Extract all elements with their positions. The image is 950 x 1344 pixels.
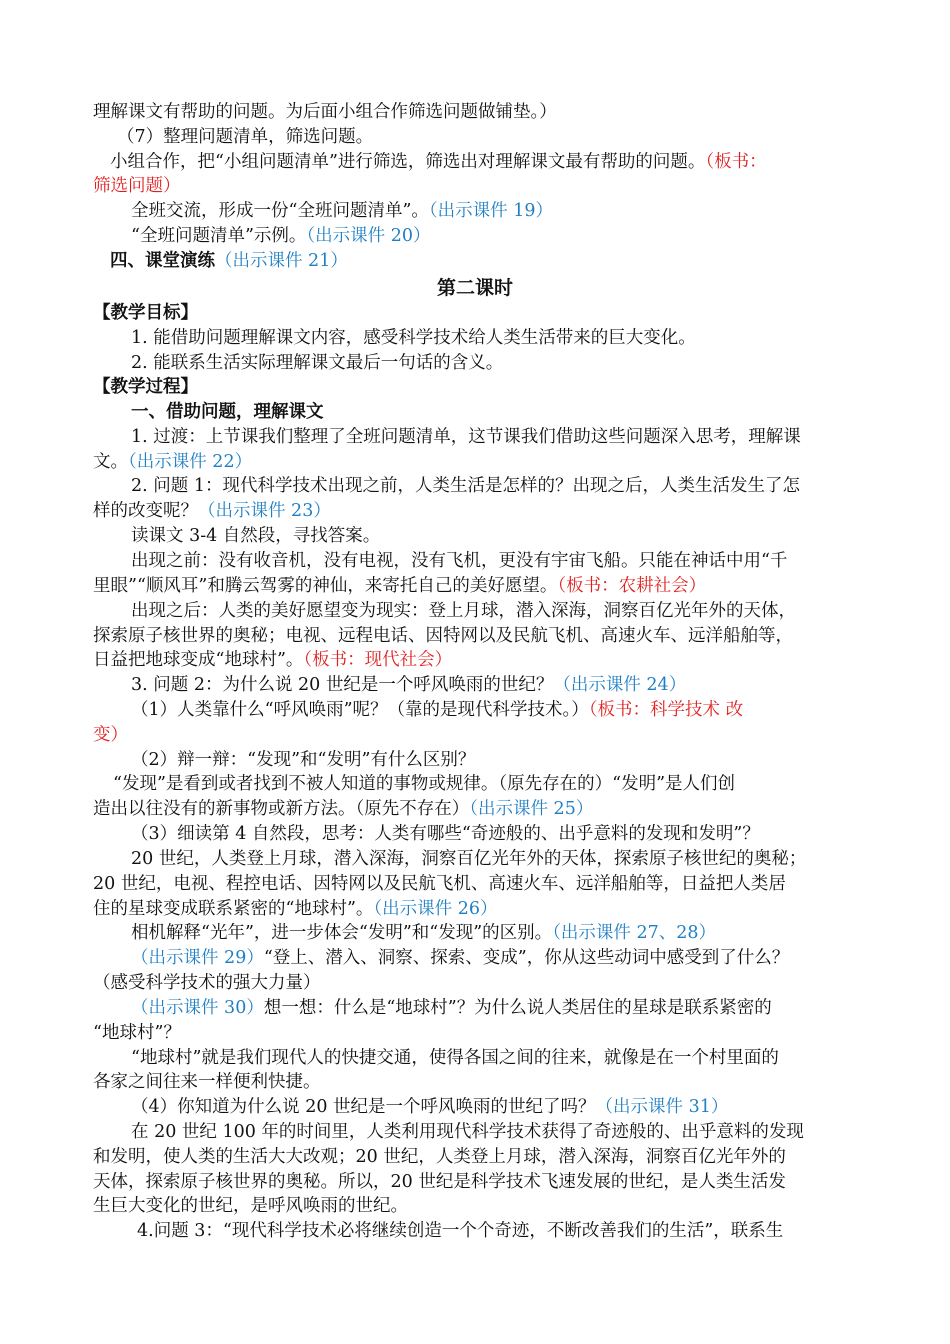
lesson-title: 第二课时	[436, 277, 513, 299]
text-line: 读课文 3-4 自然段，寻找答案。	[131, 526, 381, 546]
text-line: 出现之后：人类的美好愿望变为现实：登上月球，潜入深海，洞察百亿光年外的天体，	[131, 601, 796, 621]
text-line: （出示课件 30）想一想：什么是“地球村”？为什么说人类居住的星球是联系紧密的	[131, 998, 772, 1018]
slide-reference: （出示课件 23）	[198, 501, 331, 521]
text-line: “地球村”？	[93, 1023, 181, 1043]
text-line: 生巨大变化的世纪，是呼风唤雨的世纪。	[93, 1196, 408, 1216]
text-line: 造出以往没有的新事物或新方法。（原先不存在）（出示课件 25）	[93, 799, 594, 819]
text-line: 1. 过渡：上节课我们整理了全班问题清单，这节课我们借助这些问题深入思考，理解课	[131, 427, 801, 447]
text-line: 和发明，使人类的生活大大改观；20 世纪，人类登上月球，潜入深海，洞察百亿光年外的	[93, 1147, 786, 1167]
text-line: 出现之前：没有收音机，没有电视，没有飞机，更没有宇宙飞船。只能在神话中用“千	[131, 551, 788, 571]
text-line: 住的星球变成联系紧密的“地球村”。（出示课件 26）	[93, 899, 498, 919]
text-line: 天体，探索原子核世界的奥秘。所以，20 世纪是科学技术飞速发展的世纪，是人类生活发	[93, 1172, 786, 1192]
text-line: “发现”是看到或者找到不被人知道的事物或规律。（原先存在的）“发明”是人们创	[113, 774, 736, 794]
slide-reference: （出示课件 19）	[428, 201, 553, 221]
objective-item: 2. 能联系生活实际理解课文最后一句话的含义。	[131, 353, 504, 373]
objective-item: 1. 能借助问题理解课文内容，感受科学技术给人类生活带来的巨大变化。	[131, 328, 696, 348]
text-line: （2）辩一辩：“发现”和“发明”有什么区别？	[131, 750, 476, 770]
text-line: 探索原子核世界的奥秘；电视、远程电话、因特网以及民航飞机、高速火车、远洋船舶等，	[93, 626, 793, 646]
slide-reference: （出示课件 30）	[131, 998, 264, 1018]
section-heading: 一、借助问题，理解课文	[131, 402, 324, 422]
slide-reference: （出示课件 31）	[595, 1097, 729, 1117]
slide-reference: （出示课件 26）	[373, 899, 498, 919]
text-line: 文。（出示课件 22）	[93, 452, 253, 472]
slide-reference: （出示课件 24）	[553, 675, 687, 695]
board-note: 变）	[93, 725, 128, 745]
text-line: “全班问题清单”示例。（出示课件 20）	[131, 226, 431, 246]
section-heading: 四、课堂演练（出示课件 21）	[110, 251, 348, 271]
text-line: （1）人类靠什么“呼风唤雨”呢？（靠的是现代科学技术。）（板书：科学技术 改	[131, 700, 744, 720]
text-line: （7）整理问题清单，筛选问题。	[117, 127, 374, 147]
text-line: （4）你知道为什么说 20 世纪是一个呼风唤雨的世纪了吗？（出示课件 31）	[131, 1097, 729, 1117]
text-line: （3）细读第 4 自然段，思考：人类有哪些“奇迹般的、出乎意料的发现和发明”？	[131, 824, 760, 844]
board-note: （板书：	[705, 152, 767, 172]
board-note: （板书：科学技术 改	[588, 700, 744, 720]
text-line: 各家之间往来一样便利快捷。	[93, 1072, 321, 1092]
text-line: （感受科学技术的强大力量）	[93, 973, 321, 993]
text-line: “地球村”就是我们现代人的快捷交通，使得各国之间的往来，就像是在一个村里面的	[131, 1048, 779, 1068]
text-line: 20 世纪，人类登上月球，潜入深海，洞察百亿光年外的天体，探索原子核世纪的奥秘；	[131, 849, 807, 869]
slide-reference: （出示课件 25）	[469, 799, 594, 819]
slide-reference: （出示课件 20）	[306, 226, 431, 246]
board-note: （板书：农耕社会）	[557, 576, 707, 596]
text-line: 小组合作，把“小组问题清单”进行筛选，筛选出对理解课文最有帮助的问题。（板书：	[110, 152, 767, 172]
slide-reference: （出示课件 29）	[131, 948, 264, 968]
board-note: 筛选问题）	[93, 176, 181, 196]
section-heading: 【教学过程】	[93, 377, 198, 397]
slide-reference: （出示课件 22）	[128, 452, 253, 472]
text-line: 相机解释“光年”，进一步体会“发明”和“发现”的区别。（出示课件 27、28）	[131, 923, 717, 943]
text-line: 全班交流，形成一份“全班问题清单”。（出示课件 19）	[131, 201, 553, 221]
text-line: （出示课件 29）“登上、潜入、洞察、探索、变成”，你从这些动词中感受到了什么？	[131, 948, 790, 968]
slide-reference: （出示课件 27、28）	[552, 923, 717, 943]
board-note: （板书：现代社会）	[303, 650, 453, 670]
text-line: 2. 问题 1：现代科学技术出现之前，人类生活是怎样的？出现之后，人类生活发生了怎	[131, 476, 800, 496]
text-line: 在 20 世纪 100 年的时间里，人类利用现代科学技术获得了奇迹般的、出乎意料的发现	[131, 1122, 804, 1142]
text-line: 样的改变呢？（出示课件 23）	[93, 501, 331, 521]
text-line: 日益把地球变成“地球村”。（板书：现代社会）	[93, 650, 453, 670]
slide-reference: （出示课件 21）	[215, 251, 348, 271]
text-line: 4.问题 3：“现代科学技术必将继续创造一个个奇迹，不断改善我们的生活”，联系生	[137, 1221, 784, 1241]
section-heading: 【教学目标】	[93, 303, 198, 323]
text-line: 理解课文有帮助的问题。为后面小组合作筛选问题做铺垫。）	[93, 102, 557, 122]
text-line: 20 世纪，电视、程控电话、因特网以及民航飞机、高速火车、远洋船舶等，日益把人类居	[93, 874, 786, 894]
text-line: 3. 问题 2：为什么说 20 世纪是一个呼风唤雨的世纪？（出示课件 24）	[131, 675, 687, 695]
text-line: 里眼”“顺风耳”和腾云驾雾的神仙，来寄托自己的美好愿望。（板书：农耕社会）	[93, 576, 707, 596]
